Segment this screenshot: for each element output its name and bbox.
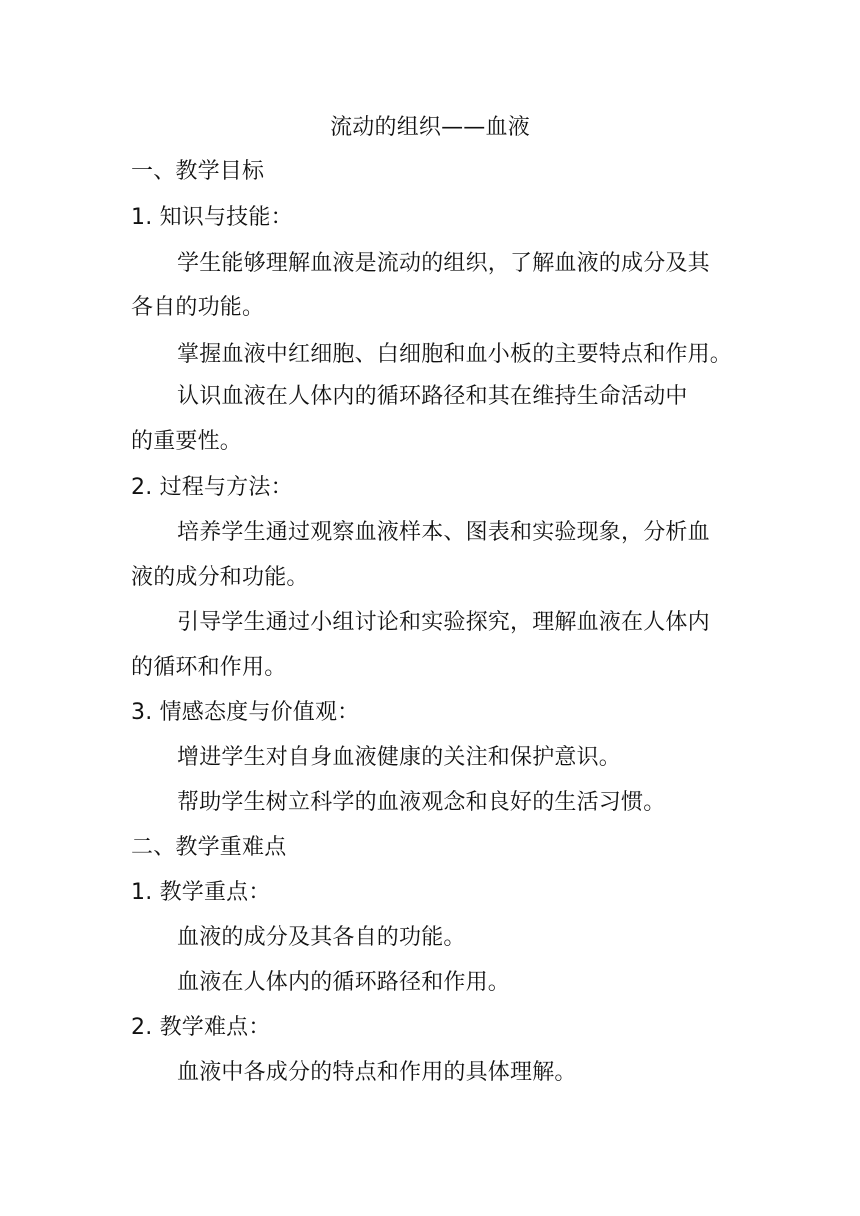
paragraph-line: 血液的成分及其各自的功能。	[177, 925, 466, 950]
paragraph-line-continued: 液的成分和功能。	[131, 565, 309, 590]
paragraph-line: 培养学生通过观察血液样本、图表和实验现象，分析血	[177, 520, 710, 545]
paragraph-line: 血液中各成分的特点和作用的具体理解。	[177, 1060, 577, 1085]
subsection-heading-key-points: 1. 教学重点：	[131, 880, 271, 905]
section-heading-objectives: 一、教学目标	[131, 159, 265, 184]
paragraph-line-continued: 的重要性。	[131, 429, 243, 454]
paragraph-line: 掌握血液中红细胞、白细胞和血小板的主要特点和作用。	[177, 342, 733, 367]
paragraph-line: 帮助学生树立科学的血液观念和良好的生活习惯。	[177, 790, 666, 815]
subsection-heading-process-methods: 2. 过程与方法：	[131, 475, 293, 500]
subsection-heading-difficult-points: 2. 教学难点：	[131, 1015, 271, 1040]
paragraph-line: 引导学生通过小组讨论和实验探究，理解血液在人体内	[177, 610, 710, 635]
paragraph-line-continued: 各自的功能。	[131, 295, 265, 320]
paragraph-line: 学生能够理解血液是流动的组织，了解血液的成分及其	[177, 251, 710, 276]
paragraph-line-continued: 的循环和作用。	[131, 655, 287, 680]
subsection-heading-attitudes-values: 3. 情感态度与价值观：	[131, 700, 360, 725]
section-heading-key-difficult-points: 二、教学重难点	[131, 835, 287, 860]
page-title: 流动的组织——血液	[330, 115, 530, 140]
subsection-heading-knowledge-skills: 1. 知识与技能：	[131, 205, 293, 230]
paragraph-line: 认识血液在人体内的循环路径和其在维持生命活动中	[177, 384, 688, 409]
paragraph-line: 血液在人体内的循环路径和作用。	[177, 970, 511, 995]
paragraph-line: 增进学生对自身血液健康的关注和保护意识。	[177, 745, 622, 770]
